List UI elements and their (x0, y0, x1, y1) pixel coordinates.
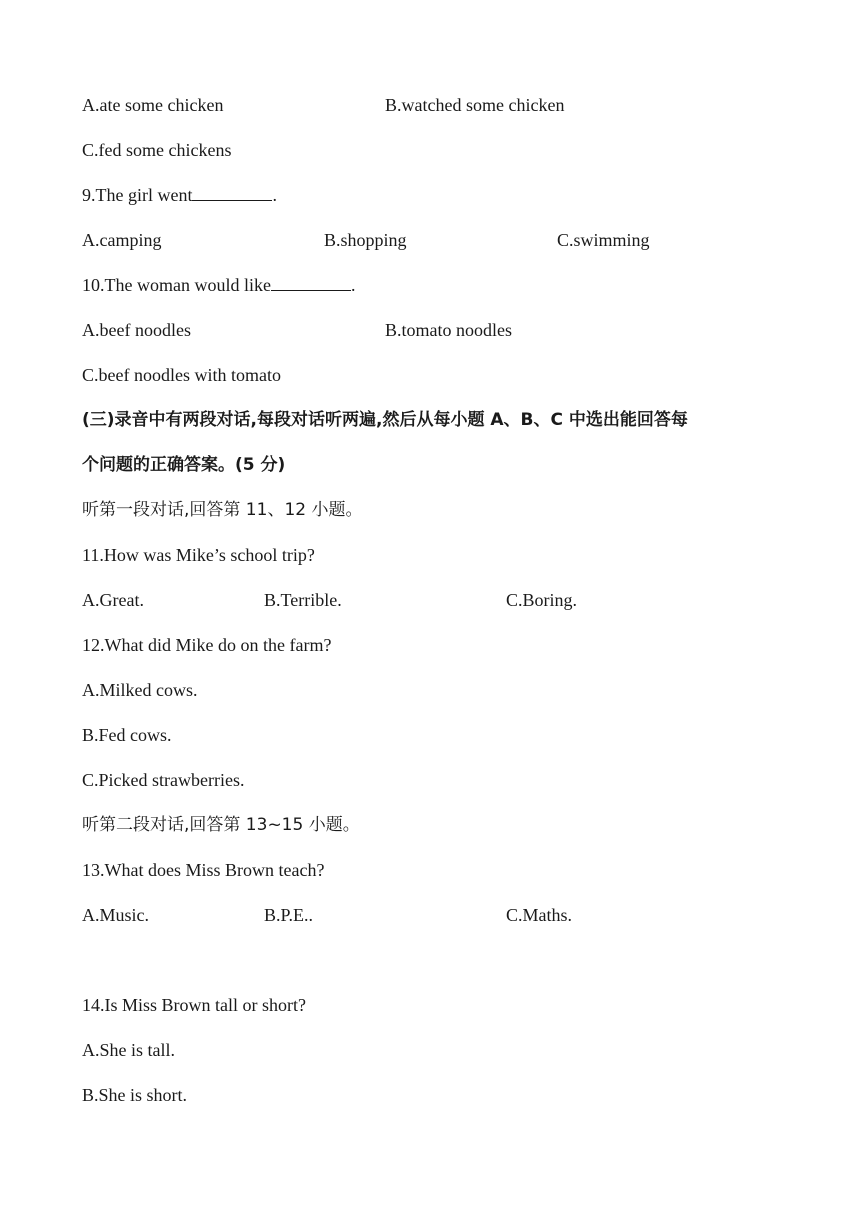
q10-option-a: A.beef noodles (82, 320, 191, 340)
q14-stem: 14.Is Miss Brown tall or short? (82, 995, 306, 1015)
dialog-2-intro: 听第二段对话,回答第 13~15 小题。 (82, 815, 360, 835)
q10-stem (82, 272, 355, 298)
q10-stem-end: . (350, 275, 356, 295)
q12-option-b: B.Fed cows. (82, 725, 172, 745)
q11-option-b: B.Terrible. (264, 590, 342, 610)
q9-option-a: A.camping (82, 230, 162, 250)
q11-option-a: A.Great. (82, 590, 144, 610)
q12-option-c: C.Picked strawberries. (82, 770, 245, 790)
q9-stem-text: 9.The girl went (82, 185, 193, 205)
q13-stem: 13.What does Miss Brown teach? (82, 860, 325, 880)
q8-option-c: C.fed some chickens (82, 140, 232, 160)
q10-option-b: B.tomato noodles (385, 320, 512, 340)
q12-stem: 12.What did Mike do on the farm? (82, 635, 332, 655)
q9-option-b: B.shopping (324, 230, 407, 250)
q10-option-c: C.beef noodles with tomato (82, 365, 281, 385)
q14-option-a: A.She is tall. (82, 1040, 175, 1060)
dialog-1-intro: 听第一段对话,回答第 11、12 小题。 (82, 500, 363, 520)
q9-option-c: C.swimming (557, 230, 650, 250)
q9-answer-blank (192, 183, 272, 201)
q10-options-row-2 (82, 362, 281, 388)
q8-option-b: B.watched some chicken (385, 95, 565, 115)
section-3-heading-line-2: 个问题的正确答案。(5 分) (82, 455, 286, 475)
q13-option-c: C.Maths. (506, 905, 573, 925)
q8-option-a: A.ate some chicken (82, 95, 224, 115)
q9-stem-end: . (272, 185, 277, 205)
section-3-heading-line-1: (三)录音中有两段对话,每段对话听两遍,然后从每小题 A、B、C 中选出能回答每 (82, 410, 688, 430)
q10-answer-blank (271, 273, 351, 291)
q9-stem (82, 182, 277, 208)
q14-option-b: B.She is short. (82, 1085, 188, 1105)
q10-stem-text: 10.The woman would like (82, 275, 271, 295)
q11-option-c: C.Boring. (506, 590, 578, 610)
q13-option-a: A.Music. (82, 905, 149, 925)
q13-option-b: B.P.E.. (264, 905, 314, 925)
q8-options-row-2 (82, 137, 231, 163)
q11-stem: 11.How was Mike’s school trip? (82, 545, 315, 565)
q12-option-a: A.Milked cows. (82, 680, 198, 700)
